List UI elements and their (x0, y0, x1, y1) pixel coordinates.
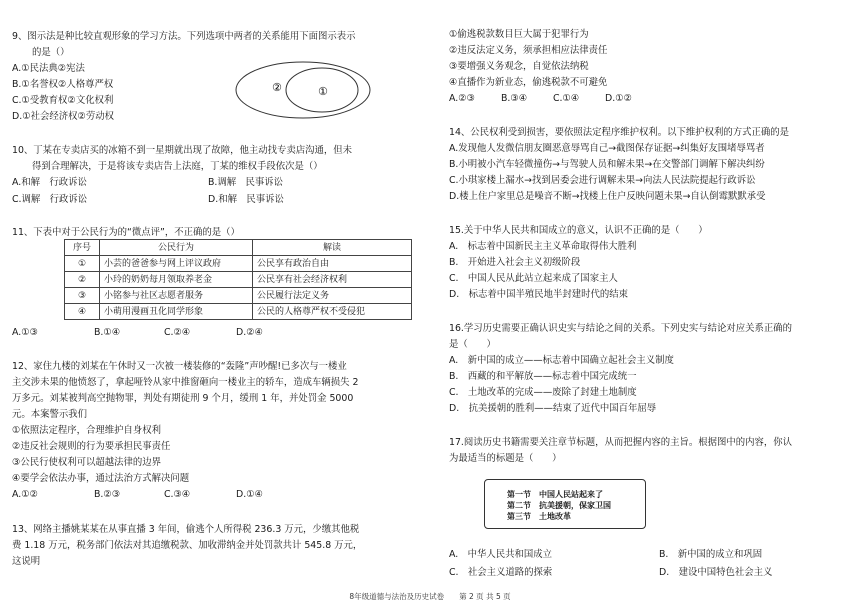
q12-line: ①依照法定程序，合理维护自身权利 (12, 425, 162, 436)
q13-option-a[interactable]: A.②③ (449, 93, 476, 104)
q12-line: ②违反社会规则的行为要承担民事责任 (12, 441, 171, 452)
q16-option-c[interactable]: C. 土地改革的完成——废除了封建土地制度 (449, 387, 637, 398)
q17-option-d[interactable]: D. 建设中国特色社会主义 (659, 567, 773, 578)
q13-line: ④直播作为新业态，偷逃税款不可避免 (449, 77, 608, 88)
table-header: 序号 (65, 240, 100, 256)
q10-option-b[interactable]: B.调解 民事诉讼 (208, 177, 284, 188)
table-header-row (65, 240, 412, 256)
q13-line: 13、网络主播姚某某在从事直播 3 年间，偷逃个人所得税 236.3 万元，少缴其他税 (12, 524, 360, 535)
table-cell: ② (65, 272, 100, 288)
table-cell: 小萌用漫画丑化同学形象 (100, 304, 253, 320)
chapter-box-line: 第一节 中国人民站起来了 (507, 490, 603, 499)
q13-line: 费 1.18 万元，税务部门依法对其追缴税款、加收滞纳金并处罚款共计 545.8 万元， (12, 540, 363, 551)
q13-line: ②违反法定义务，须承担相应法律责任 (449, 45, 608, 56)
q12-line: ④要学会依法办事，通过法治方式解决问题 (12, 473, 190, 484)
q16-stem-line1: 16.学习历史需要正确认识史实与结论之间的关系。下列史实与结论对应关系正确的 (449, 323, 793, 334)
q16-stem-line2: 是（ ） (449, 339, 496, 350)
table-cell: 公民履行法定义务 (253, 288, 412, 304)
q10-option-d[interactable]: D.和解 民事诉讼 (208, 194, 284, 205)
chapter-box (484, 479, 646, 529)
q10-stem-line1: 10、丁某在专卖店买的冰箱不到一星期就出现了故障，他主动找专卖店沟通，但未 (12, 145, 353, 156)
table-header: 公民行为 (100, 240, 253, 256)
q12-option-c[interactable]: C.③④ (164, 489, 191, 500)
table-header: 解读 (253, 240, 412, 256)
q12-line: 元。本案警示我们 (12, 409, 88, 420)
q9-stem-line1: 9、图示法是种比较直观形象的学习方法。下列选项中两者的关系能用下面图示表示 (12, 31, 356, 42)
q12-line: 万多元。刘某被判高空抛物罪，判处有期徒刑 9 个月，缓刑 1 年，并处罚金 5000 (12, 393, 354, 404)
q14-option-d[interactable]: D.楼上住户家里总是噪音不断→找楼上住户反映问题未果→自认倒霉默默承受 (449, 191, 766, 202)
table-cell: 小玲的奶奶每月领取养老金 (100, 272, 253, 288)
table-row (65, 288, 412, 304)
q10-option-a[interactable]: A.和解 行政诉讼 (12, 177, 87, 188)
venn-outer-label: ② (272, 81, 282, 94)
page-footer: 8年级道德与法治及历史试卷 第 2 页 共 5 页 (349, 592, 511, 601)
q13-line: ③要增强义务观念，自觉依法纳税 (449, 61, 589, 72)
table-row (65, 272, 412, 288)
q17-option-a[interactable]: A. 中华人民共和国成立 (449, 549, 552, 560)
q11-option-c[interactable]: C.②④ (164, 327, 191, 338)
table-cell: 公民享有政治自由 (253, 256, 412, 272)
q9-option-d[interactable]: D.①社会经济权②劳动权 (12, 111, 115, 122)
q14-stem: 14、公民权利受到损害，要依照法定程序维护权利。以下维护权利的方式正确的是 (449, 127, 790, 138)
table-cell: 小铭参与社区志愿者服务 (100, 288, 253, 304)
table-cell: ④ (65, 304, 100, 320)
q15-stem: 15.关于中华人民共和国成立的意义，认识不正确的是（ ） (449, 225, 708, 236)
q15-option-d[interactable]: D. 标志着中国半殖民地半封建时代的结束 (449, 289, 628, 300)
q12-line: 主交涉未果的他愤怒了，拿起哑铃从家中推窗砸向一楼业主的轿车，造成车辆损失 2 (12, 377, 359, 388)
table-cell: 公民享有社会经济权利 (253, 272, 412, 288)
q9-option-a[interactable]: A.①民法典②宪法 (12, 63, 85, 74)
q14-option-b[interactable]: B.小明被小汽车轻微撞伤→与驾驶人员和解未果→在交警部门调解下解决纠纷 (449, 159, 765, 170)
q12-option-b[interactable]: B.②③ (94, 489, 121, 500)
q11-option-d[interactable]: D.②④ (236, 327, 264, 338)
q13-option-d[interactable]: D.①② (605, 93, 633, 104)
table-cell: ① (65, 256, 100, 272)
q13-line: 这说明 (12, 556, 41, 567)
venn-inner-label: ① (318, 85, 328, 98)
venn-diagram (234, 60, 372, 120)
q11-option-b[interactable]: B.①④ (94, 327, 121, 338)
q17-stem-line1: 17.阅读历史书籍需要关注章节标题，从而把握内容的主旨。根据图中的内容，你认 (449, 437, 793, 448)
q15-option-c[interactable]: C. 中国人民从此站立起来成了国家主人 (449, 273, 618, 284)
venn-outer-ellipse (236, 62, 370, 118)
q13-option-b[interactable]: B.③④ (501, 93, 528, 104)
table-row (65, 256, 412, 272)
chapter-box-line: 第二节 抗美援朝，保家卫国 (507, 501, 611, 510)
q16-option-b[interactable]: B. 西藏的和平解放——标志着中国完成统一 (449, 371, 637, 382)
chapter-box-line: 第三节 土地改革 (507, 512, 571, 521)
q11-stem: 11、下表中对于公民行为的“微点评”，不正确的是（） (12, 227, 240, 238)
q12-option-d[interactable]: D.①④ (236, 489, 264, 500)
q12-option-a[interactable]: A.①② (12, 489, 39, 500)
q12-line: 12、家住九楼的刘某在午休时又一次被一楼装修的“轰隆”声吵醒!已多次与一楼业 (12, 361, 347, 372)
q11-table (64, 239, 412, 320)
q10-option-c[interactable]: C.调解 行政诉讼 (12, 194, 88, 205)
q11-option-a[interactable]: A.①③ (12, 327, 39, 338)
q16-option-a[interactable]: A. 新中国的成立——标志着中国确立起社会主义制度 (449, 355, 674, 366)
q9-stem-line2: 的是（） (32, 47, 70, 58)
q17-option-c[interactable]: C. 社会主义道路的探索 (449, 567, 553, 578)
q15-option-b[interactable]: B. 开始进入社会主义初级阶段 (449, 257, 581, 268)
q14-option-a[interactable]: A.发现他人发微信朋友圈恶意辱骂自己→截图保存证据→纠集好友围堵辱骂者 (449, 143, 765, 154)
q10-stem-line2: 得到合理解决，于是将该专卖店告上法庭，丁某的维权手段依次是（） (32, 161, 323, 172)
q14-option-c[interactable]: C.小琪家楼上漏水→找到居委会进行调解未果→向法人民法院提起行政诉讼 (449, 175, 756, 186)
q13-option-c[interactable]: C.①④ (553, 93, 580, 104)
q9-option-c[interactable]: C.①受教育权②文化权利 (12, 95, 114, 106)
q17-option-b[interactable]: B. 新中国的成立和巩固 (659, 549, 763, 560)
table-cell: 公民的人格尊严权不受侵犯 (253, 304, 412, 320)
table-cell: ③ (65, 288, 100, 304)
q9-option-b[interactable]: B.①名誉权②人格尊严权 (12, 79, 114, 90)
q13-line: ①偷逃税款数目巨大属于犯罪行为 (449, 29, 589, 40)
q15-option-a[interactable]: A. 标志着中国新民主主义革命取得伟大胜利 (449, 241, 637, 252)
table-row (65, 304, 412, 320)
q16-option-d[interactable]: D. 抗美援朝的胜利——结束了近代中国百年屈辱 (449, 403, 657, 414)
q12-line: ③公民行使权利可以超越法律的边界 (12, 457, 162, 468)
q17-stem-line2: 为最适当的标题是（ ） (449, 453, 562, 464)
table-cell: 小芸的爸爸参与网上评议政府 (100, 256, 253, 272)
